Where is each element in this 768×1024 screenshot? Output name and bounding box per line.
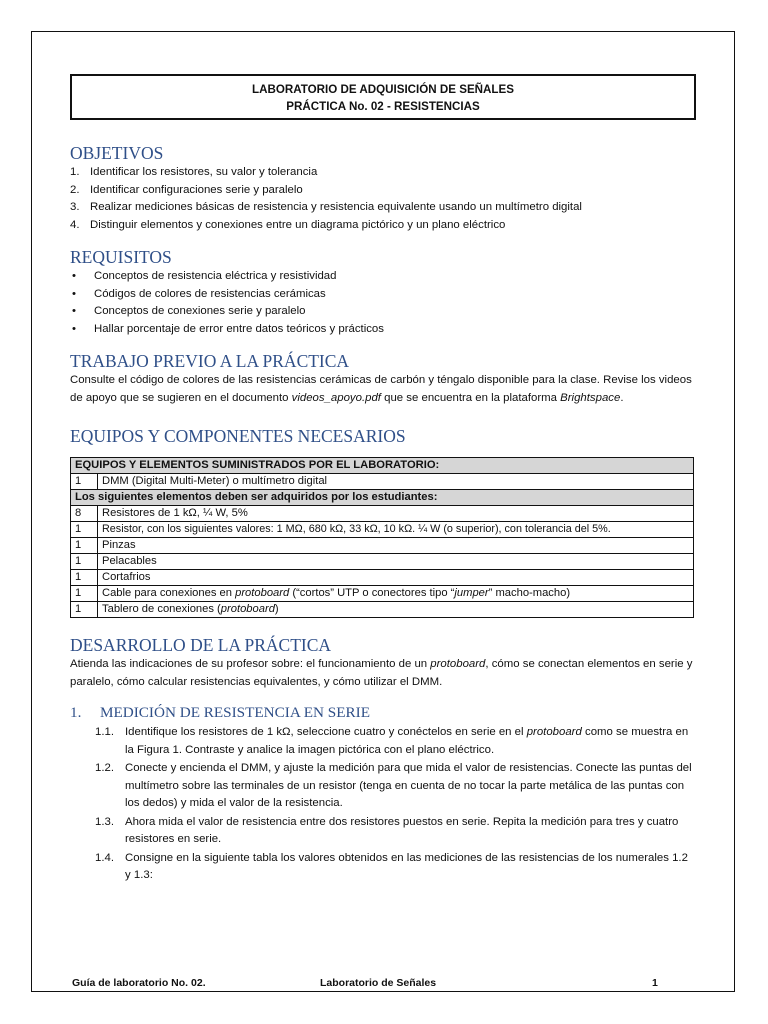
trabajo-previo-text: Consulte el código de colores de las resistencias cerámicas de carbón y téngalo disponible para la clase. Revise los videos de apoyo que se sugieren en el documento videos_apoyo.pdf que se encuentra en la plataforma Brightspace. [70, 374, 692, 404]
table-header-row: EQUIPOS Y ELEMENTOS SUMINISTRADOS POR EL LABORATORIO: [71, 458, 694, 474]
objetivos-list [70, 164, 696, 234]
requisitos-heading: REQUISITOS [70, 247, 172, 267]
table-row: 1 Cortafrios [71, 570, 694, 586]
list-item: 1.4. Consigne en la siguiente tabla los valores obtenidos en las mediciones de las resistencias de los numerales 1.2 y 1.3: [95, 851, 688, 881]
table-header-row: Los siguientes elementos deben ser adquiridos por los estudiantes: [71, 490, 694, 506]
list-item: 3. Realizar mediciones básicas de resistencia y resistencia equivalente usando un multímetro digital [70, 201, 582, 213]
equipos-table [70, 457, 694, 618]
seccion-1-steps [95, 724, 696, 885]
table-row: 1 Pelacables [71, 554, 694, 570]
seccion-1 [70, 703, 696, 885]
bullet-icon: • [72, 305, 76, 317]
bullet-icon: • [72, 322, 76, 335]
list-item: • Códigos de colores de resistencias cerámicas [70, 286, 696, 304]
list-item: • Hallar porcentaje de error entre datos teóricos y prácticos [70, 321, 696, 339]
desarrollo-heading: DESARROLLO DE LA PRÁCTICA [70, 635, 332, 655]
requisitos-list [70, 268, 696, 338]
desarrollo-intro: Atienda las indicaciones de su profesor sobre: el funcionamiento de un protoboard, cómo se conectan elementos en serie y paralelo, cómo calcular resistencias equivalentes, y cómo utilizar el DMM. [70, 658, 693, 688]
equipos-heading: EQUIPOS Y COMPONENTES NECESARIOS [70, 426, 406, 446]
title-box [70, 74, 696, 120]
list-item: 2. Identificar configuraciones serie y paralelo [70, 183, 303, 196]
trabajo-previo-section [70, 350, 696, 407]
seccion-1-heading: 1. MEDICIÓN DE RESISTENCIA EN SERIE [70, 704, 370, 721]
table-row: 1 Cable para conexiones en protoboard (“cortos” UTP o conectores tipo “jumper” macho-macho) [71, 586, 694, 602]
bullet-icon: • [72, 287, 76, 300]
table-row: 1 DMM (Digital Multi-Meter) o multímetro digital [71, 474, 694, 490]
equipos-section [70, 425, 696, 618]
list-item: • Conceptos de resistencia eléctrica y resistividad [70, 268, 696, 286]
objetivos-heading: OBJETIVOS [70, 143, 164, 163]
objetivos-section [70, 142, 696, 234]
table-row: 1 Tablero de conexiones (protoboard) [71, 602, 694, 618]
document-content [70, 74, 696, 885]
page-footer [72, 977, 662, 993]
list-item: 1.1. Identifique los resistores de 1 kΩ, seleccione cuatro y conéctelos en serie en el protoboard como se muestra en la Figura 1. Contraste y analice la imagen pictórica con el plano eléctrico. [95, 726, 689, 756]
list-item: 4. Distinguir elementos y conexiones entre un diagrama pictórico y un plano eléctrico [70, 218, 506, 231]
list-item: 1.3. Ahora mida el valor de resistencia entre dos resistores puestos en serie. Repita la medición para tres y cuatro resistores en serie. [95, 815, 679, 845]
table-row: 8 Resistores de 1 kΩ, ¼ W, 5% [71, 506, 694, 522]
title-line-2: PRÁCTICA No. 02 - RESISTENCIAS [286, 100, 480, 113]
list-item: • Conceptos de conexiones serie y paralelo [70, 303, 696, 321]
footer-course: Laboratorio de Señales [320, 977, 437, 989]
footer-page-number: 1 [652, 977, 658, 989]
title-line-1: LABORATORIO DE ADQUISICIÓN DE SEÑALES [252, 83, 514, 96]
list-item: 1.2. Conecte y encienda el DMM, y ajuste la medición para que mida el valor de resistencias. Conecte las puntas del multímetro sobre las terminales de un resistor (tenga en cuenta de no tocar la parte metálica de las puntas con los dedos) y mida el valor de la resistencia. [95, 762, 692, 809]
bullet-icon: • [72, 270, 76, 282]
table-row: 1 Resistor, con los siguientes valores: 1 MΩ, 680 kΩ, 33 kΩ, 10 kΩ. ¼ W (o superior), con tolerancia del 5%. [71, 522, 694, 538]
requisitos-section [70, 246, 696, 338]
table-row: 1 Pinzas [71, 538, 694, 554]
footer-guide: Guía de laboratorio No. 02. [72, 977, 206, 989]
list-item: 1. Identificar los resistores, su valor y tolerancia [70, 166, 318, 178]
trabajo-previo-heading: TRABAJO PREVIO A LA PRÁCTICA [70, 351, 350, 371]
desarrollo-section [70, 634, 696, 691]
